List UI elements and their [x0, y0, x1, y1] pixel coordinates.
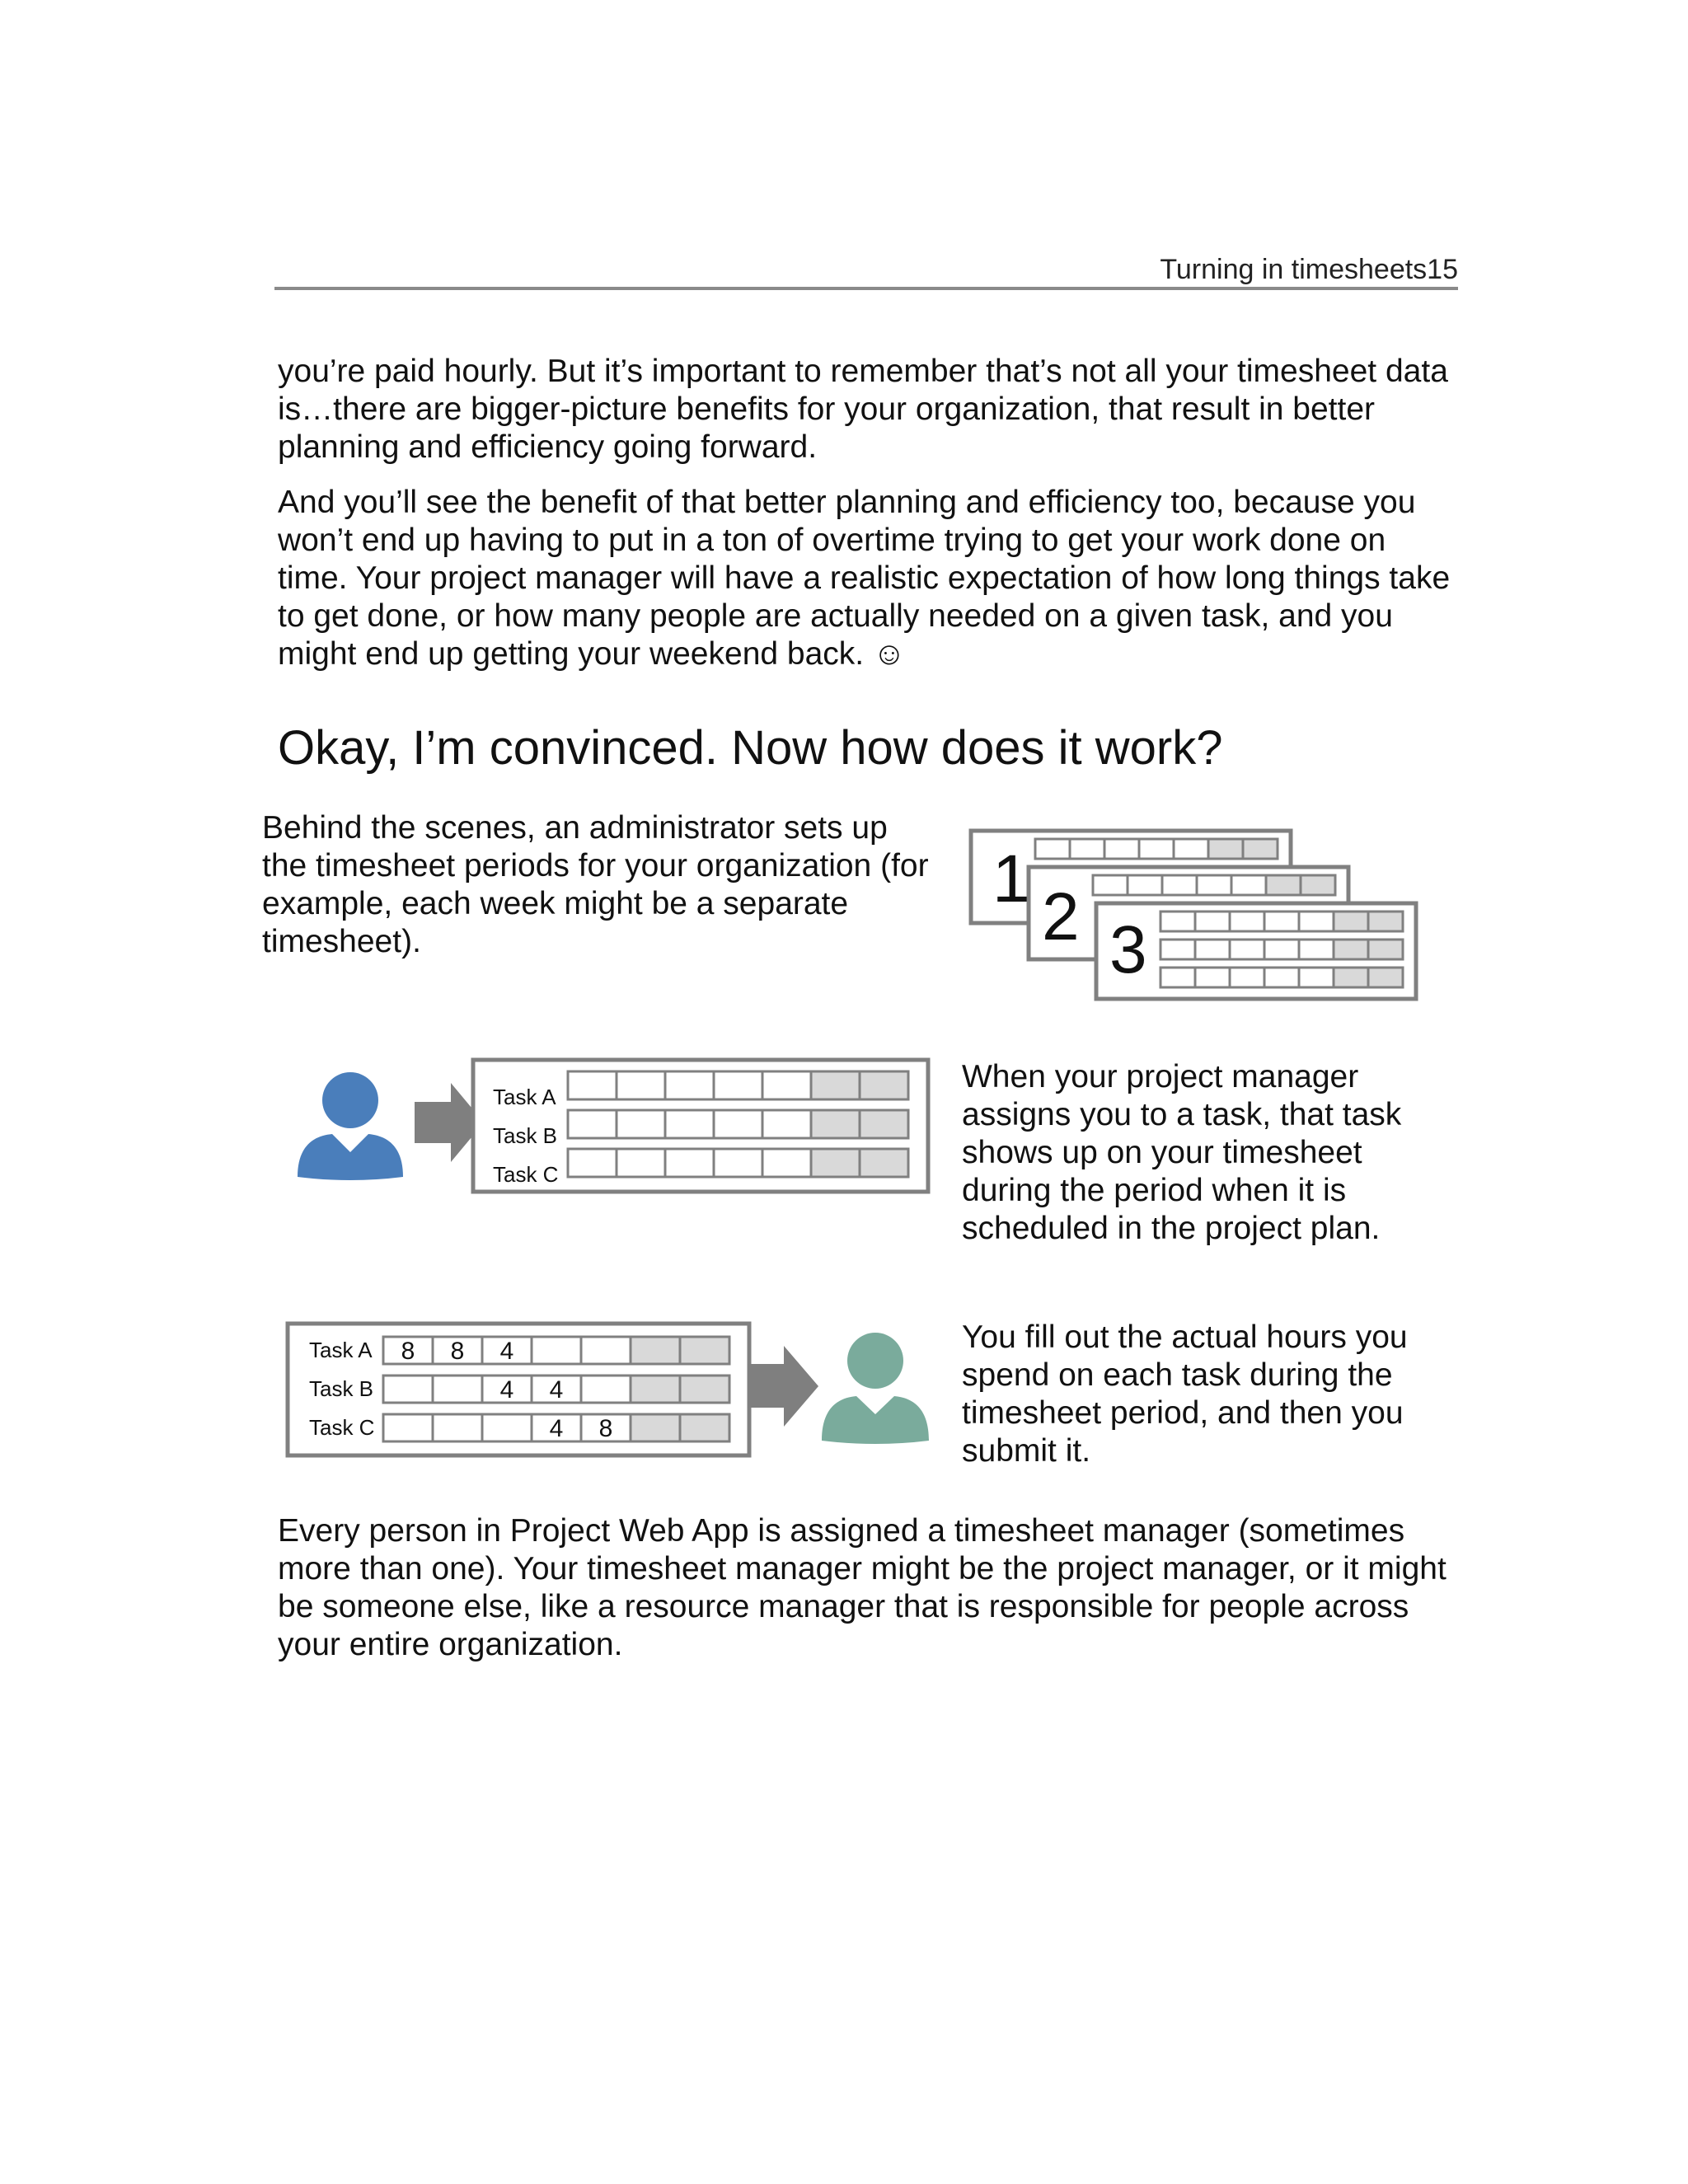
period-cell: [1230, 968, 1264, 987]
hours-cell: [383, 1376, 433, 1403]
period-cell: [1368, 968, 1403, 987]
period-cell: [1208, 839, 1243, 859]
closing-paragraph: Every person in Project Web App is assigned a timesheet manager (sometimes more than one). Your timesheet manager might be the project manager, or it might be someone else, like a resource manager that is responsible for people across your entire organization.: [278, 1513, 1447, 1662]
period-cell: [1299, 940, 1334, 959]
period-cell: [1070, 839, 1104, 859]
header-rule: [274, 287, 1458, 290]
period-cell: [1174, 839, 1208, 859]
timesheet-periods-figure: [964, 824, 1426, 1005]
periods-text: Behind the scenes, an administrator sets up the timesheet periods for your organization (for example, each week might be a separate timesheet).: [262, 810, 929, 959]
task-cell: [860, 1071, 908, 1099]
hours-cell: [680, 1414, 729, 1441]
hours-value: 4: [549, 1415, 564, 1442]
hours-cell: [532, 1337, 581, 1364]
task-cell: [568, 1071, 617, 1099]
task-cell: [762, 1110, 811, 1138]
section-heading: Okay, I’m convinced. Now how does it work?: [278, 721, 1223, 775]
hours-value: 4: [499, 1338, 514, 1365]
running-header: [274, 253, 1458, 286]
filled-task-label-c: Task C: [309, 1415, 375, 1440]
period-cell: [1195, 940, 1230, 959]
period-cell: [1160, 940, 1195, 959]
task-cell: [811, 1110, 860, 1138]
task-cell: [665, 1110, 714, 1138]
hours-cell: [482, 1414, 532, 1441]
task-cell: [714, 1110, 762, 1138]
task-cell: [568, 1149, 617, 1177]
period-cell: [1128, 875, 1162, 895]
person-icon: [298, 1072, 403, 1180]
page-number: 15: [1427, 254, 1458, 285]
period-cell: [1162, 875, 1197, 895]
period-cell: [1160, 968, 1195, 987]
hours-cell: [631, 1337, 680, 1364]
hours-cell: [680, 1337, 729, 1364]
period-cell: [1334, 968, 1368, 987]
period-cell: [1299, 968, 1334, 987]
hours-value: 4: [499, 1376, 514, 1404]
period-cell: [1231, 875, 1266, 895]
period-cell: [1368, 940, 1403, 959]
period-cell: [1264, 912, 1299, 931]
sheet-number-2: 2: [1042, 879, 1080, 954]
period-cell: [1093, 875, 1128, 895]
period-cell: [1195, 912, 1230, 931]
assign-text: When your project manager assigns you to a task, that task shows up on your timesheet during the period when it is scheduled in the project plan.: [962, 1059, 1402, 1246]
period-cell: [1230, 940, 1264, 959]
period-cell: [1139, 839, 1174, 859]
task-cell: [714, 1071, 762, 1099]
period-cell: [1266, 875, 1301, 895]
task-cell: [762, 1149, 811, 1177]
hours-value: 8: [401, 1338, 415, 1365]
hours-cell: [433, 1376, 482, 1403]
hours-cell: [631, 1414, 680, 1441]
hours-value: 4: [549, 1376, 564, 1404]
task-cell: [714, 1149, 762, 1177]
task-cell: [617, 1071, 665, 1099]
task-cell: [665, 1071, 714, 1099]
hours-value: 8: [450, 1338, 465, 1365]
task-label-b: Task B: [493, 1123, 558, 1148]
period-cell: [1264, 968, 1299, 987]
hours-cell: [680, 1376, 729, 1403]
task-cell: [568, 1110, 617, 1138]
submit-arrow-icon: [748, 1346, 818, 1427]
hours-grid: [383, 1337, 729, 1442]
sheet-number-1: 1: [992, 841, 1030, 916]
period-cell: [1035, 839, 1070, 859]
period-cell: [1301, 875, 1335, 895]
task-cell: [617, 1149, 665, 1177]
period-cell: [1197, 875, 1231, 895]
hours-cell: [581, 1376, 631, 1403]
filled-timesheet-figure: [284, 1319, 940, 1459]
intro-paragraph-2: And you’ll see the benefit of that better planning and efficiency too, because you won’t end up having to put in a ton of overtime trying to get your work done on time. Your project manager will have a realistic expectation of how long things take to get done, or how many people are actually needed on a given task, and you might end up getting your weekend back. ☺: [278, 485, 1451, 672]
period-cell: [1334, 940, 1368, 959]
task-cell: [811, 1149, 860, 1177]
task-label-c: Task C: [493, 1162, 559, 1187]
period-cell: [1334, 912, 1368, 931]
period-cell: [1104, 839, 1139, 859]
hours-cell: [433, 1414, 482, 1441]
running-title: Turning in timesheets: [1160, 254, 1428, 285]
task-cell: [860, 1149, 908, 1177]
period-cell: [1160, 912, 1195, 931]
intro-paragraph-1: you’re paid hourly. But it’s important to remember that’s not all your timesheet data is…there are bigger-picture benefits for your organization, that result in better planning and efficiency going forward.: [278, 354, 1448, 465]
task-cell: [762, 1071, 811, 1099]
person-icon-teal: [822, 1333, 929, 1444]
task-cell: [860, 1110, 908, 1138]
sheet-number-3: 3: [1109, 912, 1147, 987]
task-label-a: Task A: [493, 1085, 556, 1109]
filled-task-label-a: Task A: [309, 1338, 373, 1362]
period-cell: [1264, 940, 1299, 959]
period-cell: [1230, 912, 1264, 931]
period-cell: [1243, 839, 1278, 859]
period-cell: [1368, 912, 1403, 931]
task-assignment-figure: [293, 1055, 935, 1195]
fill-text: You fill out the actual hours you spend on each task during the timesheet period, and then you submit it.: [962, 1319, 1408, 1469]
task-cell: [617, 1110, 665, 1138]
period-cell: [1195, 968, 1230, 987]
hours-cell: [631, 1376, 680, 1403]
period-cell: [1299, 912, 1334, 931]
task-cell: [665, 1149, 714, 1177]
hours-cell: [383, 1414, 433, 1441]
hours-cell: [581, 1337, 631, 1364]
hours-value: 8: [598, 1415, 613, 1442]
filled-task-label-b: Task B: [309, 1376, 374, 1401]
task-cell: [811, 1071, 860, 1099]
